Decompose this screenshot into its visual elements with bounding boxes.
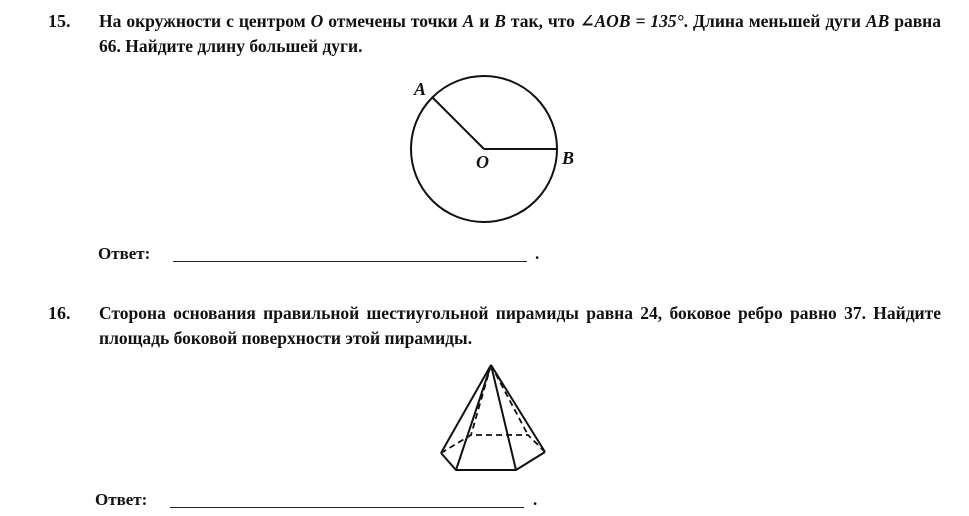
pyramid-edge-hidden [471, 365, 491, 435]
answer-label-15: Ответ: [98, 244, 151, 263]
point-o-label: O [310, 11, 324, 31]
figure-label-b: B [562, 148, 575, 168]
problem-15-text-part: . Длина меньшей дуги [683, 11, 866, 31]
pyramid-edge [491, 365, 545, 452]
pyramid-base-hidden [441, 435, 545, 453]
answer-dot-15: . [535, 244, 540, 263]
answer-dot-16: . [533, 490, 538, 509]
problem-16-number: 16. [48, 303, 71, 323]
point-b-label: B [494, 11, 506, 31]
problem-15-text-part: На окружности с центром [99, 11, 311, 31]
problem-15-text-part: так, что [505, 11, 580, 31]
angle-expression: ∠AOB = 135° [579, 11, 684, 31]
problem-15-text-part: и [474, 11, 495, 31]
answer-field-16[interactable] [170, 495, 524, 508]
arc-ab-label: AB [865, 11, 890, 31]
answer-label-16: Ответ: [95, 490, 148, 509]
problem-15-number: 15. [48, 11, 71, 31]
problem-15-text-part: отмечены точки [323, 11, 463, 31]
problem-15-text-part: равна 66. Найдите длину большей дуги. [99, 11, 941, 56]
answer-field-15[interactable] [173, 249, 527, 262]
figure-label-a: A [414, 79, 427, 99]
pyramid-edge-hidden [491, 365, 528, 435]
problem-15-text [99, 9, 941, 59]
pyramid-figure [430, 360, 555, 480]
radius-oa [432, 97, 484, 149]
circle-figure [400, 75, 600, 240]
figure-label-o: O [476, 152, 489, 172]
problem-16-text: Сторона основания правильной шестиугольной пирамиды равна 24, боковое ребро равно 37. Найдите площадь боковой поверхности этой пирамиды. [99, 303, 941, 348]
point-a-label: A [462, 11, 475, 31]
pyramid-edge [491, 365, 516, 470]
